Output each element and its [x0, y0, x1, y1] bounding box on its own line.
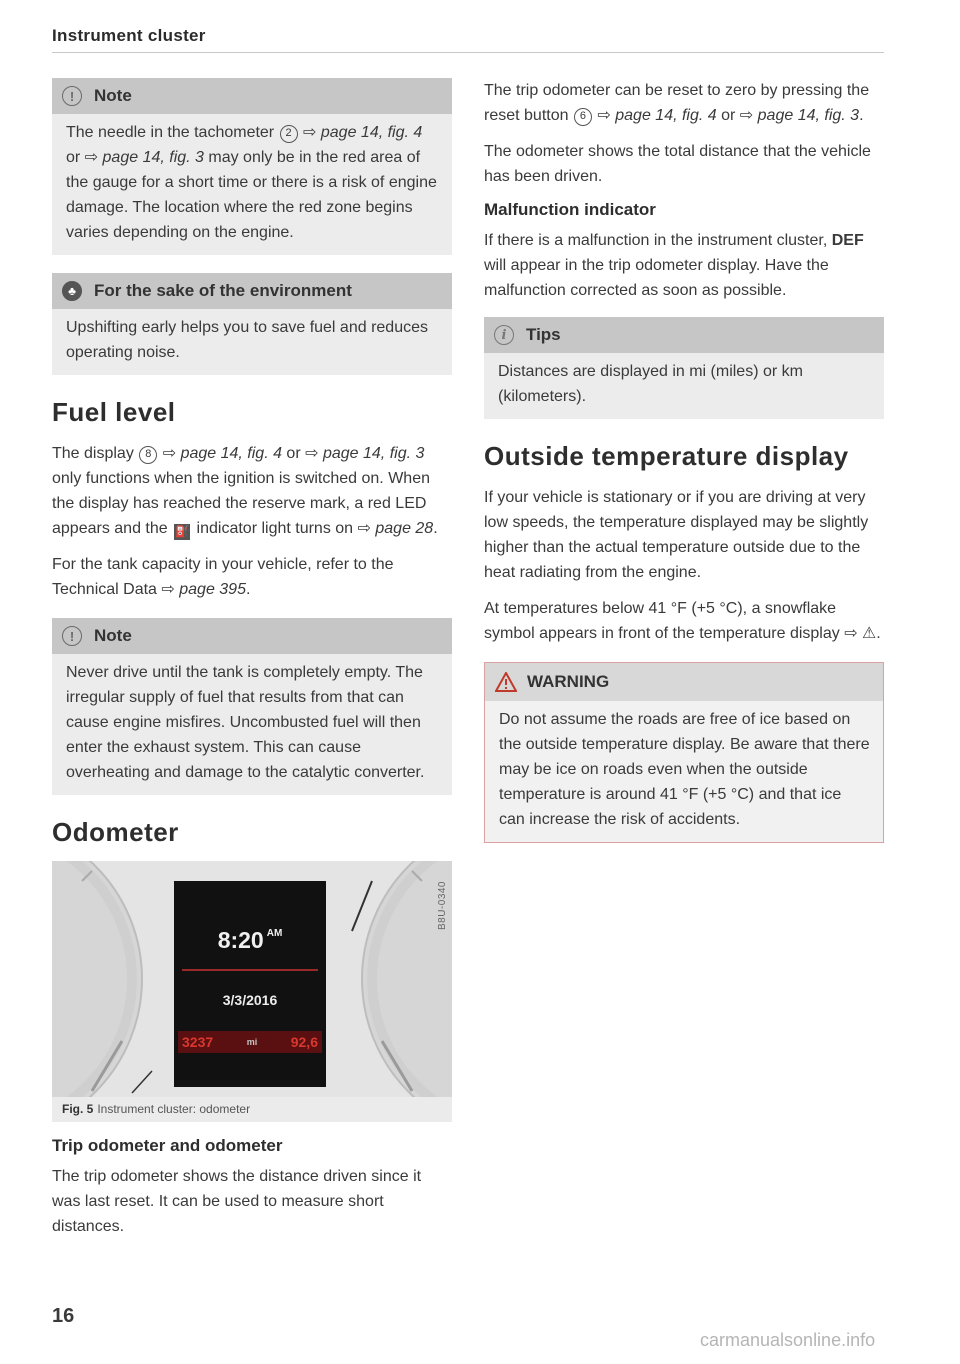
warning-link[interactable]: ⇨ ⚠ [844, 625, 877, 642]
warning-triangle-icon [495, 672, 517, 692]
warning-text: Do not assume the roads are free of ice based on the outside temperature display. Be aware that there may be ice on roads even when the outside temperature is around 41 °F (+5 °C) and that ice can increase the risk of accidents. [499, 711, 870, 828]
trip-odometer-value: 3237 [182, 1034, 214, 1050]
page-link[interactable]: ⇨ page 14, fig. 3 [84, 149, 204, 166]
clock-time: 8:20 [217, 927, 264, 953]
text-part: . [245, 581, 251, 598]
text-part: . [859, 107, 864, 124]
clock-ampm: AM [266, 928, 283, 939]
cluster-display [174, 881, 326, 1087]
paragraph-odometer-total: The odometer shows the total distance that the vehicle has been driven. [484, 143, 871, 185]
text-part: . [876, 625, 881, 642]
text-part: The display [52, 445, 139, 462]
figure-code: B8U-0340 [437, 881, 448, 931]
page-link[interactable]: ⇨ page 28 [357, 520, 434, 537]
fuel-pump-icon: ⛽ [175, 526, 189, 538]
text-part: only functions when the ignition is switched on. When the display has reached the reserve mark, a red LED appears and the [52, 470, 430, 537]
paragraph-malfunction [484, 228, 884, 303]
callout-number: 2 [280, 125, 298, 143]
page-header [52, 26, 884, 53]
paragraph-temperature-1: If your vehicle is stationary or if you are driving at very low speeds, the temperature displayed may be slightly higher than the actual temperature outside due to the heat radiating from the engine. [484, 489, 869, 581]
right-column [484, 78, 884, 861]
odometer-readout [178, 1031, 322, 1053]
note-title: Note [94, 86, 132, 105]
note-box-tank [52, 618, 452, 795]
tips-box [484, 317, 884, 419]
note-text-part: The needle in the tachometer [66, 124, 279, 141]
subheading-trip-odometer: Trip odometer and odometer [52, 1136, 283, 1155]
text-part: or [716, 107, 740, 124]
note-text: Never drive until the tank is completely empty. The irregular supply of fuel that results from that can cause engine misfires. Uncombusted fuel will then enter the exhaust system. This can cause overheating and damage to the catalytic converter. [66, 664, 425, 781]
page-link[interactable]: ⇨ page 14, fig. 4 [298, 124, 423, 141]
page-link[interactable]: ⇨ page 14, fig. 3 [305, 445, 425, 462]
note-header [52, 78, 452, 114]
distance-unit: mi [246, 1037, 258, 1047]
environment-title: For the sake of the environment [94, 281, 352, 300]
text-part: The trip odometer can be reset to zero by pressing the reset button [484, 82, 870, 124]
header-title: Instrument cluster [52, 26, 206, 45]
section-heading-fuel-level: Fuel level [52, 397, 176, 427]
environment-box [52, 273, 452, 375]
figure-label: Fig. 5 [62, 1102, 94, 1116]
note-icon: ! [62, 86, 82, 106]
paragraph-tank-capacity [52, 552, 452, 602]
paragraph-reset [484, 78, 884, 128]
note-header [52, 618, 452, 654]
paragraph-fuel-display [52, 441, 452, 541]
watermark: carmanualsonline.info [700, 1330, 876, 1350]
display-date: 3/3/2016 [222, 992, 278, 1008]
tips-header [484, 317, 884, 353]
note-text-part: may only be in the red area of the gauge for a short time or there is a risk of engine damage. The location where the red zone begins varies depending on the engine. [66, 149, 437, 241]
figure-odometer [52, 861, 452, 1122]
page-link[interactable]: ⇨ page 14, fig. 4 [592, 107, 717, 124]
note-icon: ! [62, 626, 82, 646]
text-part: At temperatures below 41 °F (+5 °C), a snowflake symbol appears in front of the temperature display [484, 600, 845, 642]
callout-number: 6 [574, 108, 592, 126]
paragraph-trip-odometer: The trip odometer shows the distance driven since it was last reset. It can be used to measure short distances. [52, 1168, 422, 1235]
figure-caption-text: Instrument cluster: odometer [97, 1102, 251, 1116]
section-heading-outside-temperature: Outside temperature display [484, 441, 849, 471]
page-link[interactable]: ⇨ page 14, fig. 4 [158, 445, 282, 462]
text-part: indicator light turns on [192, 520, 358, 537]
note-text-part: or [66, 149, 85, 166]
note-text [52, 114, 452, 255]
text-part: For the tank capacity in your vehicle, refer to the Technical Data [52, 556, 394, 598]
environment-text: Upshifting early helps you to save fuel and reduces operating noise. [66, 319, 428, 361]
tips-text: Distances are displayed in mi (miles) or km (kilometers). [498, 363, 803, 405]
text-part: If there is a malfunction in the instrument cluster, [484, 232, 832, 249]
text-part: or [281, 445, 306, 462]
warning-header [485, 663, 883, 701]
warning-title: WARNING [527, 672, 610, 691]
left-column [52, 78, 452, 1250]
leaf-icon: ♣ [62, 281, 82, 301]
environment-header [52, 273, 452, 309]
odometer-illustration [52, 861, 452, 1097]
page-link[interactable]: ⇨ page 14, fig. 3 [739, 107, 860, 124]
def-code: DEF [831, 232, 864, 249]
paragraph-temperature-2 [484, 596, 884, 646]
text-part: . [433, 520, 438, 537]
page-number: 16 [52, 1305, 75, 1327]
section-heading-odometer: Odometer [52, 817, 179, 847]
text-part: will appear in the trip odometer display. Have the malfunction corrected as soon as possible. [484, 257, 829, 299]
page-link[interactable]: ⇨ page 395 [161, 581, 246, 598]
tips-title: Tips [526, 325, 561, 344]
figure-caption [52, 1097, 452, 1122]
display-divider [182, 969, 318, 971]
info-icon: i [494, 325, 514, 345]
callout-number: 8 [139, 446, 157, 464]
note-box-tachometer [52, 78, 452, 255]
warning-box [484, 662, 884, 843]
display-clock [174, 927, 326, 954]
total-odometer-value: 92,6 [290, 1034, 318, 1050]
note-title: Note [94, 626, 132, 645]
subheading-malfunction: Malfunction indicator [484, 200, 656, 219]
